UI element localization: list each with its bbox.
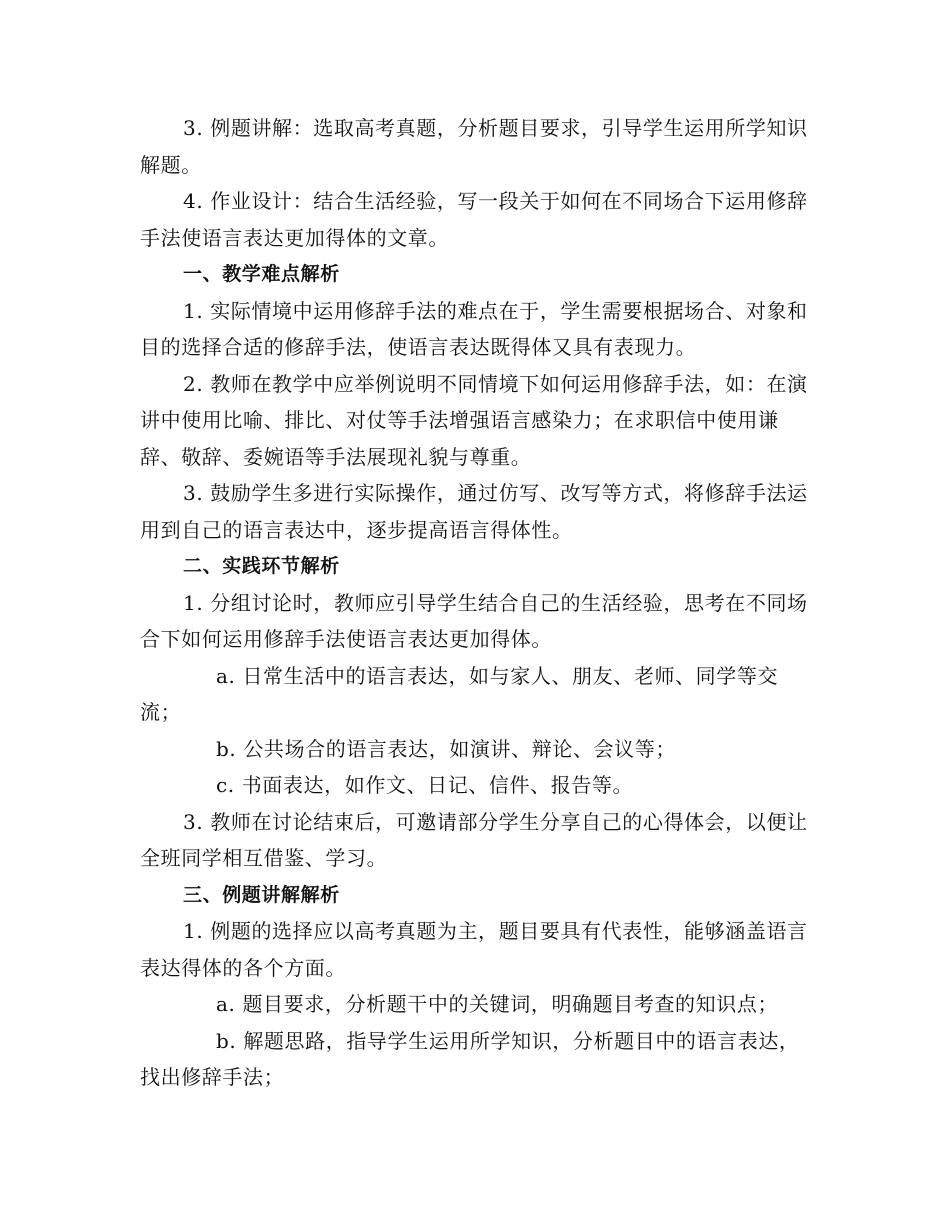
- paragraph-step-3: 3. 例题讲解：选取高考真题，分析题目要求，引导学生运用所学知识解题。: [140, 116, 808, 177]
- section1-item-2: 2. 教师在教学中应举例说明不同情境下如何运用修辞手法，如：在演讲中使用比喻、排比、对仗等手法增强语言感染力；在求职信中使用谦辞、敬辞、委婉语等手法展现礼貌与尊重。: [140, 371, 808, 469]
- section1-item-1: 1. 实际情境中运用修辞手法的难点在于，学生需要根据场合、对象和目的选择合适的修辞手法，使语言表达既得体又具有表现力。: [140, 298, 808, 359]
- section3-subitem-a: a. 题目要求，分析题干中的关键词，明确题目考查的知识点；: [216, 992, 779, 1016]
- section2-item-3: 3. 教师在讨论结束后，可邀请部分学生分享自己的心得体会，以便让全班同学相互借鉴、学习。: [140, 809, 808, 870]
- paragraph-step-4: 4. 作业设计：结合生活经验，写一段关于如何在不同场合下运用修辞手法使语言表达更加得体的文章。: [140, 189, 808, 250]
- document-body: [140, 110, 812, 1096]
- section1-item-3: 3. 鼓励学生多进行实际操作，通过仿写、改写等方式，将修辞手法运用到自己的语言表达中，逐步提高语言得体性。: [140, 481, 808, 542]
- section-heading-teaching-difficulties: 一、教学难点解析: [183, 263, 340, 285]
- section2-subitem-c: c. 书面表达，如作文、日记、信件、报告等。: [216, 773, 634, 797]
- section2-subitem-b: b. 公共场合的语言表达，如演讲、辩论、会议等；: [216, 736, 676, 761]
- section-heading-example-analysis: 三、例题讲解解析: [183, 883, 340, 906]
- section3-subitem-b: b. 解题思路，指导学生运用所学知识，分析题目中的语言表达，找出修辞手法；: [140, 1028, 800, 1089]
- section3-item-1: 1. 例题的选择应以高考真题为主，题目要具有代表性，能够涵盖语言表达得体的各个方面。: [140, 919, 808, 980]
- section2-item-1: 1. 分组讨论时，教师应引导学生结合自己的生活经验，思考在不同场合下如何运用修辞手法使语言表达更加得体。: [140, 590, 808, 651]
- section-heading-practice: 二、实践环节解析: [183, 555, 340, 577]
- section2-subitem-a: a. 日常生活中的语言表达，如与家人、朋友、老师、同学等交流；: [140, 663, 779, 724]
